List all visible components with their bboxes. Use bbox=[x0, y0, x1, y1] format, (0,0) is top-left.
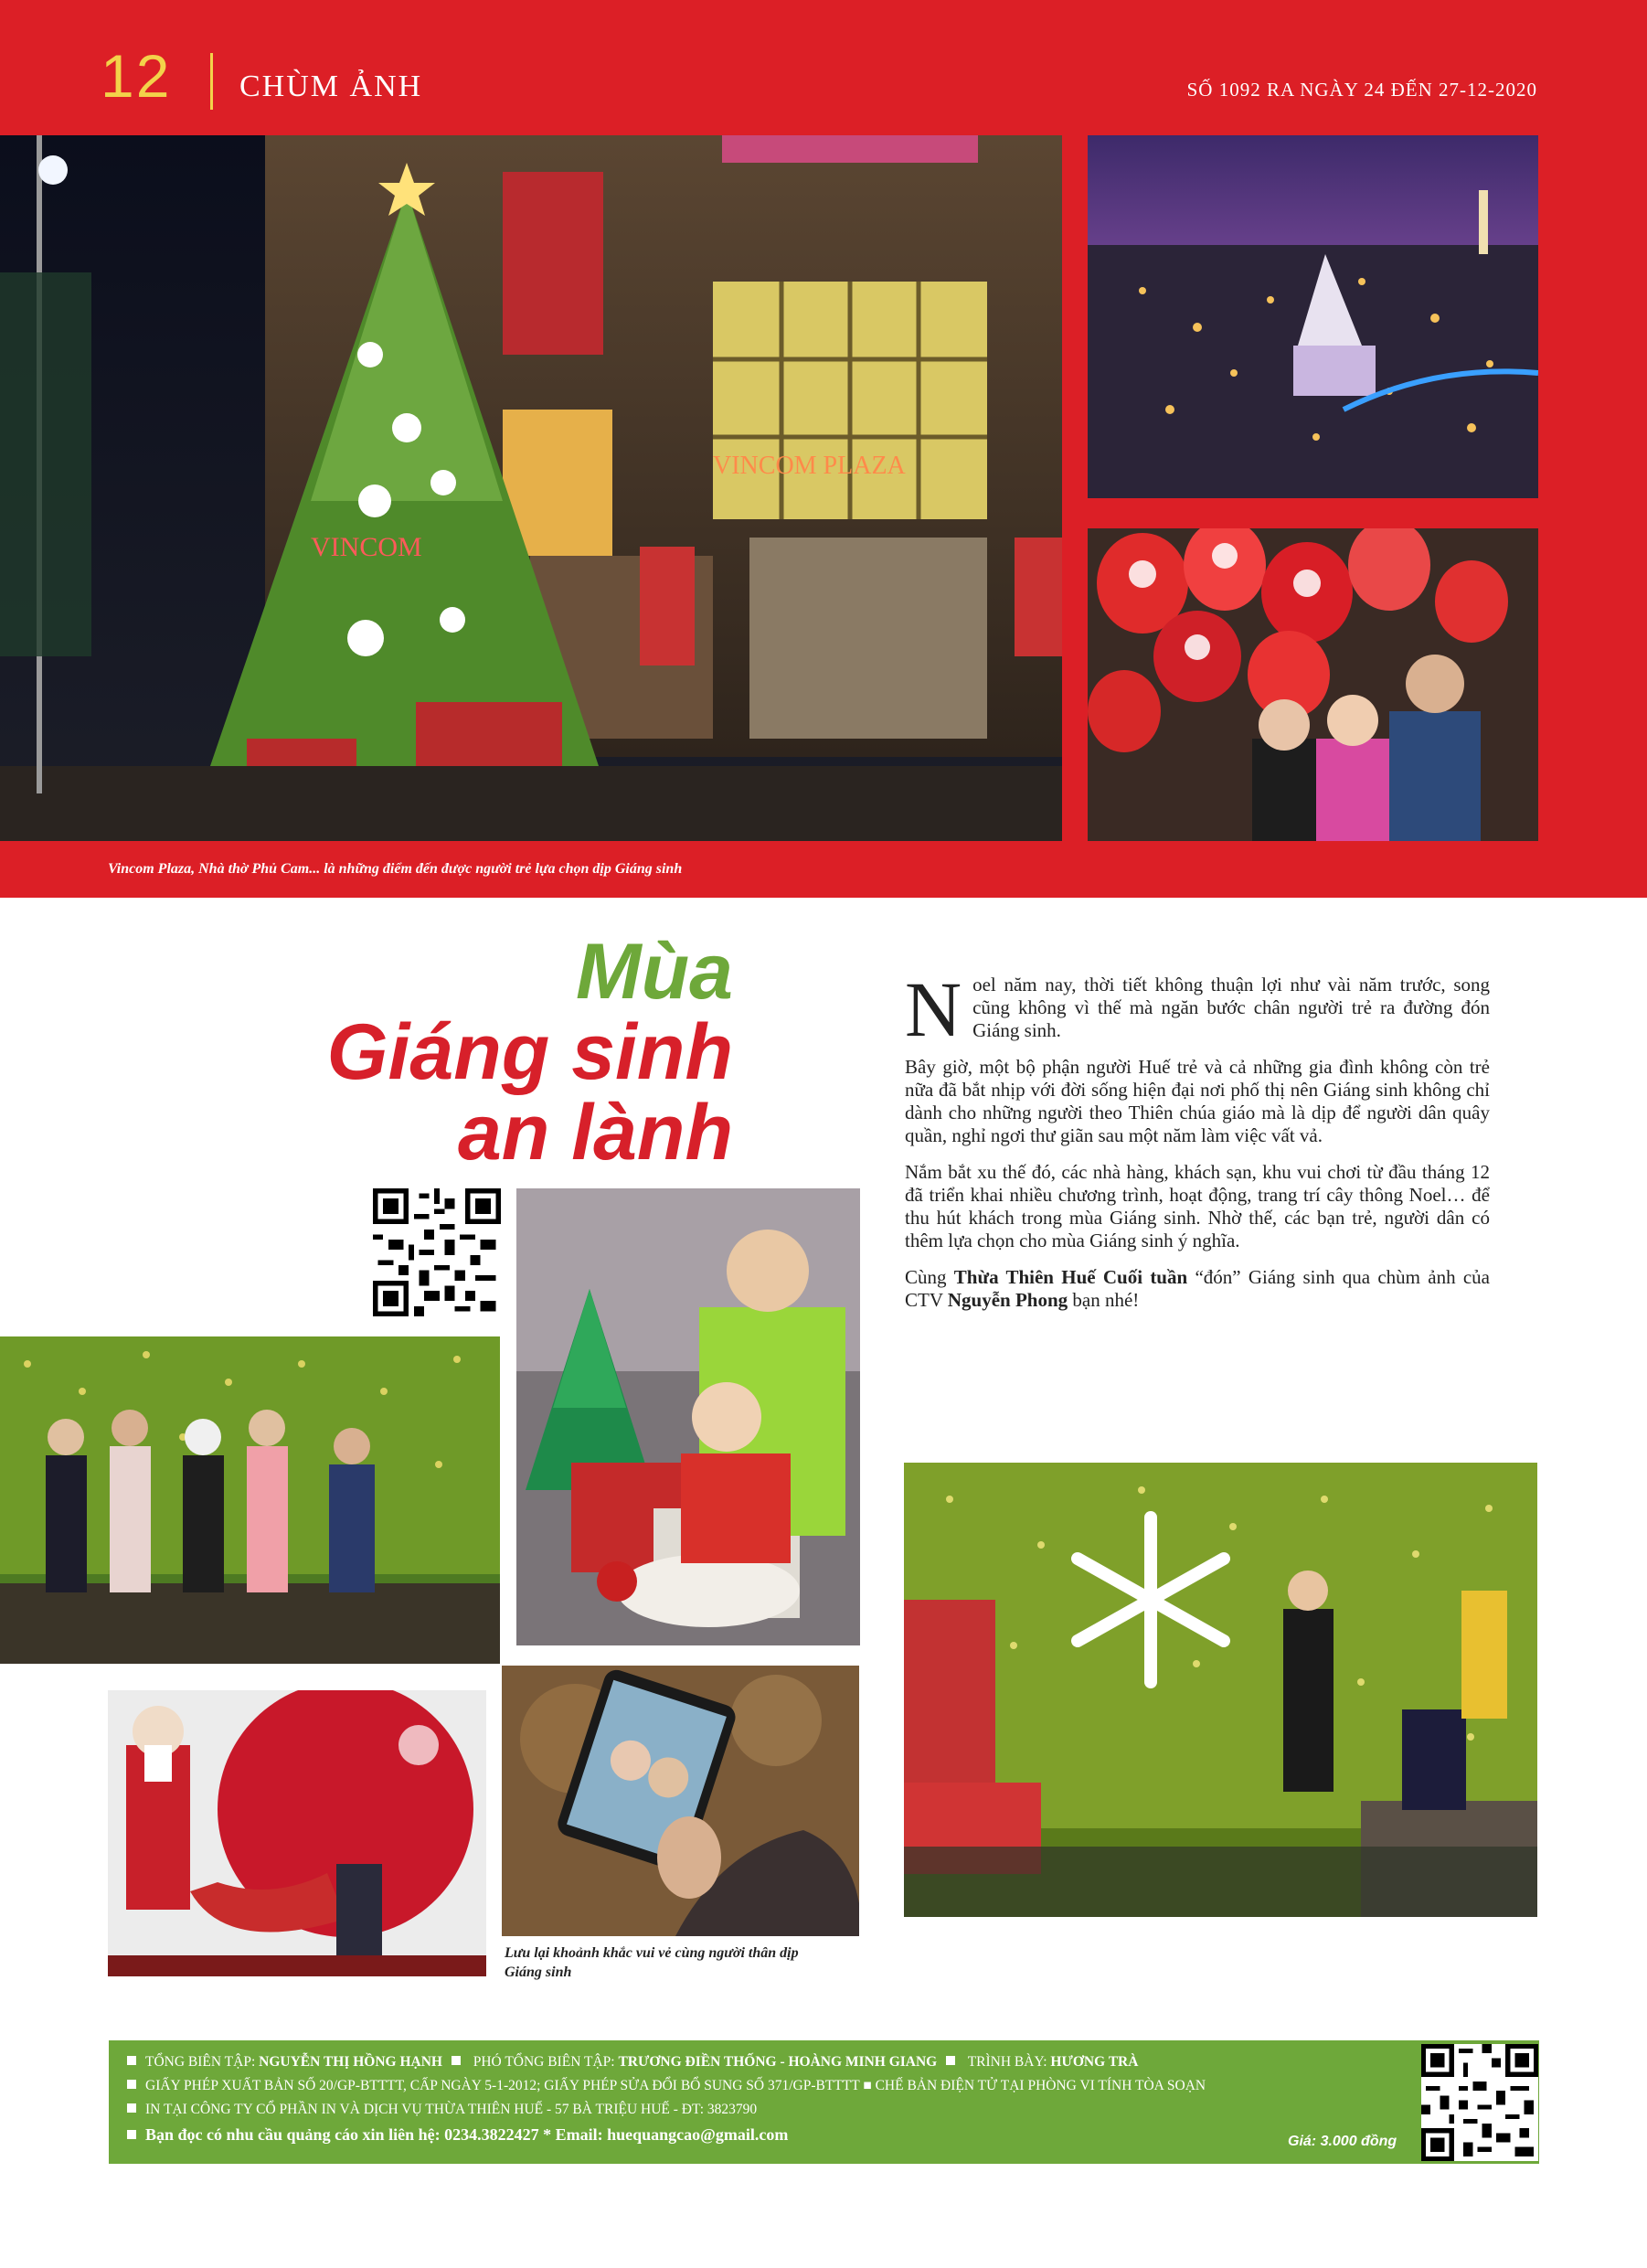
article-paragraph-3: Nắm bắt xu thế đó, các nhà hàng, khách sạn, khu vui chơi từ đầu tháng 12 đã triển khai nhiều chương trình, hoạt động, trang trí cây thông Noel… để thu hút khách trong mùa Giáng sinh. Nhờ thế, các bạn trẻ, người dân có thêm lựa chọn cho mùa Giáng sinh ý nghĩa. bbox=[905, 1161, 1490, 1251]
photo-phone-selfie bbox=[502, 1666, 859, 1936]
article-paragraph-4 bbox=[905, 1266, 1490, 1312]
headline-line-2: Giáng sinh bbox=[326, 1008, 733, 1096]
footer-license-line bbox=[127, 2079, 1206, 2093]
footer-ad-contact-line bbox=[127, 2126, 788, 2143]
article-body bbox=[905, 965, 1490, 1326]
price-label: Giá: 3.000 đồng bbox=[1288, 2134, 1397, 2149]
footer-label-editor-in-chief: TỔNG BIÊN TẬP: bbox=[145, 2054, 260, 2070]
footer-license-text: GIẤY PHÉP XUẤT BẢN SỐ 20/GP-BTTTT, CẤP NGÀY 5-1-2012; GIẤY PHÉP SỬA ĐỔI BỔ SUNG SỐ 371/GP-BTTTT ■ CHẾ BẢN ĐIỆN TỬ TẠI PHÒNG VI TÍNH TÒA SOẠN bbox=[145, 2078, 1206, 2093]
header-divider bbox=[210, 53, 213, 110]
photo-group-dancing bbox=[0, 1336, 500, 1664]
bullet-square-icon bbox=[127, 2080, 136, 2089]
qr-code[interactable] bbox=[373, 1188, 501, 1316]
article-paragraph-1 bbox=[905, 965, 1490, 1053]
footer-label-deputy: PHÓ TỔNG BIÊN TẬP: bbox=[469, 2054, 619, 2070]
footer-qr-code[interactable] bbox=[1421, 2044, 1538, 2161]
footer-label-layout: TRÌNH BÀY: bbox=[964, 2054, 1051, 2070]
footer-editor-in-chief: NGUYỄN THỊ HỒNG HẠNH bbox=[259, 2054, 442, 2070]
bullet-square-icon bbox=[127, 2056, 136, 2065]
drop-cap: N bbox=[905, 965, 962, 1053]
bullet-square-icon bbox=[946, 2056, 955, 2065]
page-number: 12 bbox=[101, 42, 172, 110]
article-paragraph-2: Bây giờ, một bộ phận người Huế trẻ và cả những gia đình không còn trẻ nữa đã bắt nhịp với đời sống hiện đại nơi phố thị nên Giáng sinh không chỉ dành cho những người theo Thiên chúa giáo mà là dịp để người dân quây quần, nghỉ ngơi thư giãn sau một năm làm việc vất vả. bbox=[905, 1056, 1490, 1146]
bottom-photo-caption: Lưu lại khoảnh khắc vui vẻ cùng người thân dịp Giáng sinh bbox=[505, 1945, 799, 1980]
photo-santa-balloons bbox=[1088, 528, 1538, 841]
photo-children-tree-display bbox=[516, 1188, 860, 1645]
issue-info: SỐ 1092 RA NGÀY 24 ĐẾN 27-12-2020 bbox=[1186, 79, 1537, 101]
top-photo-caption: Vincom Plaza, Nhà thờ Phủ Cam... là những điểm đến được người trẻ lựa chọn dịp Giáng sinh bbox=[108, 861, 683, 877]
photo-snowflake-tree bbox=[904, 1463, 1537, 1917]
photo-city-night bbox=[1088, 135, 1538, 498]
vincom-plaza-sign: VINCOM PLAZA bbox=[713, 452, 906, 480]
article-paragraph-1-text: oel năm nay, thời tiết không thuận lợi như vài năm trước, song cũng không vì thế mà ngăn bước chân người trẻ ra đường đón Giáng sinh. bbox=[972, 974, 1490, 1041]
footer-layout-designer: HƯƠNG TRÀ bbox=[1050, 2054, 1139, 2070]
vincom-sign: VINCOM bbox=[311, 532, 422, 562]
publication-name: Thừa Thiên Huế Cuối tuần bbox=[953, 1266, 1188, 1288]
section-title: CHÙM ẢNH bbox=[239, 69, 423, 103]
footer-deputy-editors: TRƯƠNG ĐIỀN THỐNG - HOÀNG MINH GIANG bbox=[618, 2054, 938, 2070]
bullet-square-icon bbox=[127, 2130, 136, 2139]
p4-text-c: “đón” Giáng sinh qua chùm ảnh của CTV bbox=[905, 1266, 1490, 1311]
photo-santa-sleigh bbox=[108, 1690, 486, 1976]
bullet-square-icon bbox=[452, 2056, 461, 2065]
footer-credits bbox=[109, 2040, 1539, 2164]
photo-vincom-plaza bbox=[0, 135, 1062, 841]
footer-editorial-line bbox=[127, 2055, 1138, 2070]
footer-ad-contact-text: Bạn đọc có nhu cầu quảng cáo xin liên hệ: 0234.3822427 * Email: huequangcao@gmail.com bbox=[145, 2125, 789, 2144]
footer-printing-text: IN TẠI CÔNG TY CỔ PHẦN IN VÀ DỊCH VỤ THỪA THIÊN HUẾ - 57 BÀ TRIỆU HUẾ - ĐT: 3823790 bbox=[145, 2102, 758, 2117]
p4-text-a: Cùng bbox=[905, 1266, 954, 1288]
bullet-square-icon bbox=[127, 2103, 136, 2113]
footer-printing-line bbox=[127, 2103, 757, 2117]
headline-line-1: Mùa bbox=[576, 928, 733, 1016]
p4-text-e: bạn nhé! bbox=[1068, 1289, 1140, 1311]
photographer-name: Nguyễn Phong bbox=[947, 1289, 1068, 1311]
headline-line-3: an lành bbox=[457, 1089, 733, 1177]
